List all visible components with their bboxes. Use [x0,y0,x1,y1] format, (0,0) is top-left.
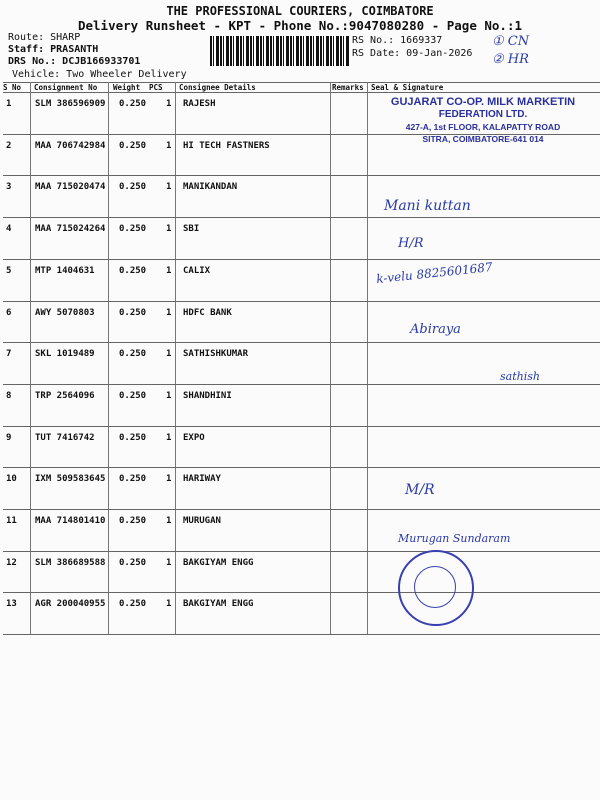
table-row [3,592,600,634]
cell-pcs: 1 [166,224,172,235]
col-weight: Weight [113,83,141,92]
cell-wt: 0.250 [119,307,147,318]
cell-wt: 0.250 [119,599,147,610]
cell-name: EXPO [183,432,205,443]
table-row [3,301,600,343]
cell-name: BAKGIYAM ENGG [183,599,254,610]
col-signature: Seal & Signature [371,83,444,92]
cell-cn: MAA 715020474 [35,182,106,193]
cell-cn: SLM 386596909 [35,99,106,109]
table-row [3,384,600,426]
cell-name: CALIX [183,265,211,276]
cell-sno: 12 [6,557,17,568]
cell-pcs: 1 [166,599,172,610]
signature: Murugan Sundaram [398,532,511,545]
cell-sno: 13 [6,599,17,610]
handwritten-note: ② HR [492,52,529,67]
route: Route: SHARP [8,32,81,43]
cell-cn: SLM 386689588 [35,557,106,568]
signature: M/R [405,482,435,498]
rs-date: RS Date: 09-Jan-2026 [352,48,473,59]
cell-pcs: 1 [166,474,172,485]
cell-sno: 10 [6,474,17,485]
cell-wt: 0.250 [119,265,147,276]
staff: Staff: PRASANTH [8,44,99,55]
col-sno: S No [3,83,22,92]
signature: Abiraya [410,322,461,337]
cell-sno: 3 [6,182,12,193]
cell-wt: 0.250 [119,349,147,360]
cell-wt: 0.250 [119,99,147,109]
col-remarks: Remarks [332,83,364,92]
cell-name: HDFC BANK [183,307,232,318]
rs-number: RS No.: 1669337 [352,35,443,46]
round-seal [398,550,474,626]
cell-wt: 0.250 [119,224,147,235]
runsheet-subtitle: Delivery Runsheet - KPT - Phone No.:9047080280 - Page No.:1 [77,18,522,33]
cell-wt: 0.250 [119,557,147,568]
cell-name: BAKGIYAM ENGG [183,557,254,568]
cell-sno: 4 [6,224,12,235]
cell-wt: 0.250 [119,432,147,443]
cell-name: RAJESH [183,99,216,109]
table-row [3,467,600,509]
cell-cn: MTP 1404631 [35,265,95,276]
table-row [3,509,600,551]
cell-pcs: 1 [166,182,172,193]
cell-cn: AGR 200040955 [35,599,106,610]
cell-sno: 1 [6,99,12,109]
barcode [210,36,350,66]
cell-wt: 0.250 [119,474,147,485]
cell-sno: 8 [6,390,12,401]
cell-cn: SKL 1019489 [35,349,95,360]
cell-wt: 0.250 [119,516,147,526]
signature: H/R [398,236,424,251]
cell-name: MURUGAN [183,516,221,526]
cell-wt: 0.250 [119,182,147,193]
cell-pcs: 1 [166,99,172,109]
cell-pcs: 1 [166,432,172,443]
cell-cn: AWY 5070803 [35,307,95,318]
cell-cn: TUT 7416742 [35,432,95,443]
cell-sno: 2 [6,140,12,151]
company-title: THE PROFESSIONAL COURIERS, COIMBATORE [166,4,434,18]
cell-wt: 0.250 [119,390,147,401]
vehicle: Vehicle: Two Wheeler Delivery [12,69,187,80]
signature: k-velu 8825601687 [375,259,494,287]
cell-name: HI TECH FASTNERS [183,140,270,151]
col-consignment: Consignment No [34,83,98,92]
cell-wt: 0.250 [119,140,147,151]
table-row [3,426,600,468]
col-pcs: PCS [149,83,163,92]
table-row [3,259,600,301]
table-row [3,551,600,593]
signature: Mani kuttan [384,198,471,214]
cell-sno: 6 [6,307,12,318]
table-row [3,217,600,259]
cell-name: SATHISHKUMAR [183,349,249,360]
cell-pcs: 1 [166,140,172,151]
cell-sno: 5 [6,265,12,276]
cell-name: HARIWAY [183,474,221,485]
cell-name: SBI [183,224,200,235]
cell-cn: MAA 706742984 [35,140,106,151]
cell-name: SHANDHINI [183,390,232,401]
cell-cn: MAA 714801410 [35,516,106,526]
cell-sno: 9 [6,432,12,443]
cell-pcs: 1 [166,390,172,401]
cell-pcs: 1 [166,265,172,276]
col-consignee: Consignee Details [179,83,256,92]
cell-cn: MAA 715024264 [35,224,106,235]
cell-pcs: 1 [166,557,172,568]
cell-sno: 11 [6,516,17,526]
signature: sathish [500,370,540,383]
cell-cn: TRP 2564096 [35,390,95,401]
company-stamp: GUJARAT CO-OP. MILK MARKETIN FEDERATION LTD. 427-A, 1st FLOOR, KALAPATTY ROAD SITRA, COIMBATORE-641 014 [390,96,576,144]
drs-number: DRS No.: DCJB166933701 [8,56,141,67]
cell-cn: IXM 509583645 [35,474,106,485]
cell-pcs: 1 [166,349,172,360]
handwritten-note: ① CN [492,34,530,49]
table-row [3,175,600,217]
cell-pcs: 1 [166,307,172,318]
cell-name: MANIKANDAN [183,182,238,193]
cell-sno: 7 [6,349,12,360]
cell-pcs: 1 [166,516,172,526]
